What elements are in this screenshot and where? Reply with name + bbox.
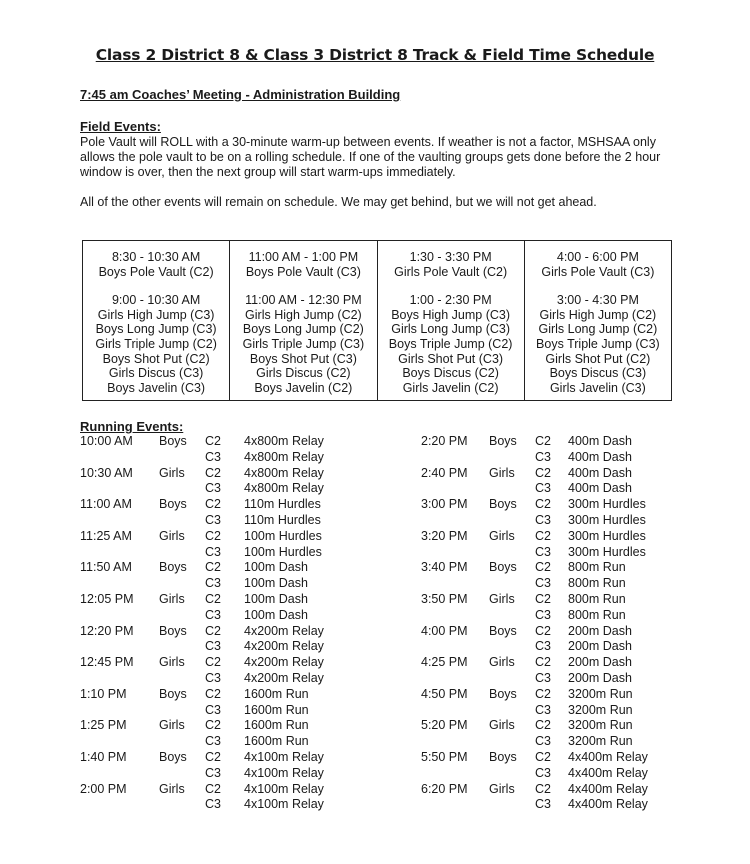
class-label: C3 xyxy=(205,481,221,496)
event-time: 1:40 PM xyxy=(80,750,127,764)
field-event: Girls Discus (C3) xyxy=(108,366,204,381)
event-gender: Girls xyxy=(489,592,515,606)
field-event: Girls Shot Put (C3) xyxy=(398,351,504,366)
pole-vault-note xyxy=(80,135,680,180)
event-name: 300m Hurdles xyxy=(568,544,646,559)
event-time: 12:20 PM xyxy=(80,623,134,638)
event-time: 5:50 PM xyxy=(421,750,468,764)
event-gender: Boys xyxy=(159,497,187,512)
running-events-heading: Running Events: xyxy=(80,419,184,434)
event-name: 4x800m Relay xyxy=(244,481,324,496)
event-time: 12:05 PM xyxy=(80,592,134,606)
class-label: C3 xyxy=(535,481,551,496)
event-name: 110m Hurdles xyxy=(244,513,321,527)
event-name: 400m Dash xyxy=(568,481,632,496)
pole-vault-note-line: allows the pole vault to be on a rolling schedule. If one of the vaulting groups gets done before the 2 hour xyxy=(80,150,661,164)
event-gender: Girls xyxy=(489,781,515,796)
event-time: 3:20 PM xyxy=(421,528,468,543)
class-label: C2 xyxy=(535,465,551,480)
class-label: C3 xyxy=(535,797,551,812)
event-time: 1:25 PM xyxy=(80,718,127,733)
event-gender: Girls xyxy=(489,465,515,480)
pole-vault-event: Girls Pole Vault (C3) xyxy=(541,264,655,279)
group-time: 1:00 - 2:30 PM xyxy=(409,293,492,308)
event-time: 10:00 AM xyxy=(80,434,133,448)
event-name: 200m Dash xyxy=(568,623,632,638)
field-event: Girls Long Jump (C3) xyxy=(391,322,511,337)
field-event: Boys Shot Put (C3) xyxy=(249,351,357,366)
class-label: C2 xyxy=(535,434,551,448)
class-label: C2 xyxy=(205,718,221,733)
event-name: 800m Run xyxy=(568,576,626,591)
field-event: Girls High Jump (C2) xyxy=(539,307,657,322)
field-events-row xyxy=(83,241,672,401)
class-label: C2 xyxy=(205,750,221,764)
field-event: Girls Javelin (C2) xyxy=(402,380,499,395)
event-gender: Boys xyxy=(159,434,187,448)
event-gender: Boys xyxy=(489,560,517,575)
event-time: 3:40 PM xyxy=(421,560,468,575)
event-name: 4x100m Relay xyxy=(244,765,324,780)
event-name: 800m Run xyxy=(568,607,626,622)
event-time: 2:00 PM xyxy=(80,781,127,796)
event-time: 2:20 PM xyxy=(421,434,468,448)
class-label: C2 xyxy=(535,497,551,512)
class-label: C2 xyxy=(205,560,221,575)
schedule-note: All of the other events will remain on schedule. We may get behind, but we will not get ahead. xyxy=(80,195,597,209)
class-label: C3 xyxy=(535,576,551,591)
field-event: Girls Javelin (C3) xyxy=(549,380,646,395)
class-label: C3 xyxy=(535,513,551,527)
event-time: 11:25 AM xyxy=(80,528,132,543)
event-name: 4x400m Relay xyxy=(568,750,648,764)
pole-vault-event: Girls Pole Vault (C2) xyxy=(394,264,508,279)
event-time: 3:50 PM xyxy=(421,592,468,606)
field-event: Boys Javelin (C3) xyxy=(107,380,206,395)
event-name: 4x200m Relay xyxy=(244,671,324,685)
class-label: C3 xyxy=(535,734,551,749)
event-name: 800m Run xyxy=(568,592,626,606)
pole-vault-event: Boys Pole Vault (C2) xyxy=(98,264,214,279)
field-event: Boys Long Jump (C2) xyxy=(242,322,364,337)
event-name: 100m Hurdles xyxy=(244,544,322,559)
event-name: 200m Dash xyxy=(568,671,632,685)
event-name: 4x400m Relay xyxy=(568,765,648,780)
class-label: C2 xyxy=(535,686,551,701)
class-label: C3 xyxy=(535,639,551,654)
class-label: C3 xyxy=(205,607,221,622)
class-label: C3 xyxy=(535,765,551,780)
event-name: 100m Dash xyxy=(244,592,308,606)
class-label: C2 xyxy=(205,465,221,480)
event-gender: Girls xyxy=(489,528,515,543)
event-time: 4:00 PM xyxy=(421,623,468,638)
field-event: Girls Shot Put (C2) xyxy=(545,351,651,366)
event-name: 800m Run xyxy=(568,560,626,575)
event-name: 4x800m Relay xyxy=(244,434,324,448)
event-name: 300m Hurdles xyxy=(568,528,646,543)
event-time: 2:40 PM xyxy=(421,465,468,480)
class-label: C2 xyxy=(205,497,221,512)
event-gender: Girls xyxy=(489,655,515,670)
event-name: 3200m Run xyxy=(568,702,633,717)
event-gender: Boys xyxy=(159,560,187,575)
event-time: 4:25 PM xyxy=(421,655,468,670)
event-gender: Boys xyxy=(489,686,517,701)
event-name: 400m Dash xyxy=(568,465,632,480)
event-name: 300m Hurdles xyxy=(568,513,646,527)
event-name: 100m Dash xyxy=(244,576,308,591)
page-title: Class 2 District 8 & Class 3 District 8 Track & Field Time Schedule xyxy=(95,46,655,64)
class-label: C3 xyxy=(535,544,551,559)
class-label: C2 xyxy=(535,528,551,543)
field-events-table xyxy=(82,240,672,401)
field-event: Boys Discus (C2) xyxy=(402,366,499,381)
event-name: 4x100m Relay xyxy=(244,797,324,812)
event-time: 4:50 PM xyxy=(421,686,468,701)
class-label: C2 xyxy=(205,623,221,638)
event-name: 4x200m Relay xyxy=(244,655,324,670)
coaches-meeting-heading: 7:45 am Coaches’ Meeting - Administration Building xyxy=(80,87,401,102)
class-label: C3 xyxy=(205,449,221,464)
field-column-4 xyxy=(524,241,671,401)
event-time: 11:50 AM xyxy=(80,560,132,575)
event-name: 3200m Run xyxy=(568,718,633,733)
event-gender: Boys xyxy=(489,623,517,638)
group-time: 11:00 AM - 12:30 PM xyxy=(245,293,362,308)
field-event: Girls High Jump (C3) xyxy=(97,307,215,322)
class-label: C2 xyxy=(205,655,221,670)
event-time: 1:10 PM xyxy=(80,686,127,701)
event-gender: Girls xyxy=(159,465,185,480)
field-column-3 xyxy=(377,241,524,401)
class-label: C2 xyxy=(535,655,551,670)
pole-vault-note-line: Pole Vault will ROLL with a 30-minute warm-up between events. If weather is not a factor, MSHSAA only xyxy=(80,135,656,149)
class-label: C3 xyxy=(205,671,221,685)
event-time: 10:30 AM xyxy=(80,465,133,480)
field-event: Boys Javelin (C2) xyxy=(254,380,353,395)
class-label: C3 xyxy=(205,576,221,591)
event-name: 4x200m Relay xyxy=(244,639,324,654)
event-name: 1600m Run xyxy=(244,702,309,717)
pole-vault-time: 8:30 - 10:30 AM xyxy=(111,250,201,264)
pole-vault-time: 1:30 - 3:30 PM xyxy=(409,250,492,264)
event-gender: Girls xyxy=(159,528,185,543)
field-event: Boys High Jump (C3) xyxy=(391,307,511,322)
pole-vault-time: 4:00 - 6:00 PM xyxy=(556,250,639,264)
pole-vault-note-line: window is over, then the next group will start warm-ups immediately. xyxy=(80,165,456,179)
event-gender: Boys xyxy=(489,497,517,512)
class-label: C3 xyxy=(205,513,221,527)
pole-vault-event: Boys Pole Vault (C3) xyxy=(245,264,361,279)
event-gender: Girls xyxy=(489,718,515,733)
field-event: Boys Long Jump (C3) xyxy=(95,322,217,337)
pole-vault-time: 11:00 AM - 1:00 PM xyxy=(248,250,359,264)
event-name: 4x200m Relay xyxy=(244,623,324,638)
event-name: 3200m Run xyxy=(568,734,633,749)
field-event: Boys Triple Jump (C3) xyxy=(536,336,660,351)
event-gender: Boys xyxy=(489,750,517,764)
event-gender: Boys xyxy=(159,623,187,638)
event-name: 200m Dash xyxy=(568,639,632,654)
class-label: C3 xyxy=(535,449,551,464)
class-label: C3 xyxy=(535,607,551,622)
event-name: 4x100m Relay xyxy=(244,781,324,796)
field-events-heading: Field Events: xyxy=(80,119,161,134)
class-label: C2 xyxy=(535,560,551,575)
event-name: 400m Dash xyxy=(568,449,632,464)
class-label: C3 xyxy=(205,797,221,812)
class-label: C2 xyxy=(205,434,221,448)
field-event: Boys Triple Jump (C2) xyxy=(388,336,513,351)
class-label: C2 xyxy=(205,528,221,543)
event-gender: Boys xyxy=(159,750,187,764)
class-label: C3 xyxy=(535,671,551,685)
event-time: 11:00 AM xyxy=(80,497,132,512)
class-label: C2 xyxy=(535,781,551,796)
event-gender: Boys xyxy=(159,686,187,701)
event-name: 100m Dash xyxy=(244,607,308,622)
field-event: Boys Discus (C3) xyxy=(549,366,647,381)
field-event: Girls High Jump (C2) xyxy=(245,307,362,322)
event-name: 4x100m Relay xyxy=(244,750,324,764)
class-label: C2 xyxy=(205,592,221,606)
event-gender: Girls xyxy=(159,781,185,796)
event-gender: Girls xyxy=(159,655,185,670)
class-label: C3 xyxy=(535,702,551,717)
field-event: Girls Triple Jump (C3) xyxy=(242,336,365,351)
event-name: 110m Hurdles xyxy=(244,497,321,512)
event-time: 3:00 PM xyxy=(421,497,468,512)
event-name: 4x800m Relay xyxy=(244,465,324,480)
event-name: 1600m Run xyxy=(244,718,309,733)
event-gender: Girls xyxy=(159,718,185,733)
field-event: Girls Long Jump (C2) xyxy=(538,322,658,337)
class-label: C3 xyxy=(205,734,221,749)
class-label: C2 xyxy=(535,718,551,733)
field-column-1 xyxy=(83,241,230,401)
event-name: 100m Hurdles xyxy=(244,528,322,543)
class-label: C3 xyxy=(205,765,221,780)
event-name: 4x400m Relay xyxy=(568,781,648,796)
event-name: 1600m Run xyxy=(244,686,309,701)
event-time: 5:20 PM xyxy=(421,718,468,733)
event-gender: Boys xyxy=(489,434,517,448)
event-name: 1600m Run xyxy=(244,734,309,749)
event-name: 400m Dash xyxy=(568,434,632,448)
event-time: 6:20 PM xyxy=(421,781,468,796)
class-label: C2 xyxy=(535,750,551,764)
field-column-2 xyxy=(230,241,377,401)
event-name: 200m Dash xyxy=(568,655,632,670)
class-label: C2 xyxy=(205,686,221,701)
event-name: 4x800m Relay xyxy=(244,449,324,464)
class-label: C2 xyxy=(535,592,551,606)
group-time: 3:00 - 4:30 PM xyxy=(556,293,639,308)
class-label: C2 xyxy=(535,623,551,638)
field-event: Girls Discus (C2) xyxy=(256,366,351,381)
event-name: 3200m Run xyxy=(568,686,633,701)
class-label: C3 xyxy=(205,702,221,717)
field-event: Girls Triple Jump (C2) xyxy=(95,336,217,351)
class-label: C3 xyxy=(205,544,221,559)
event-name: 4x400m Relay xyxy=(568,797,648,812)
event-name: 100m Dash xyxy=(244,560,308,575)
event-time: 12:45 PM xyxy=(80,655,134,670)
class-label: C3 xyxy=(205,639,221,654)
event-gender: Girls xyxy=(159,592,185,606)
class-label: C2 xyxy=(205,781,221,796)
event-name: 300m Hurdles xyxy=(568,497,646,512)
group-time: 9:00 - 10:30 AM xyxy=(111,293,201,308)
field-event: Boys Shot Put (C2) xyxy=(102,351,210,366)
